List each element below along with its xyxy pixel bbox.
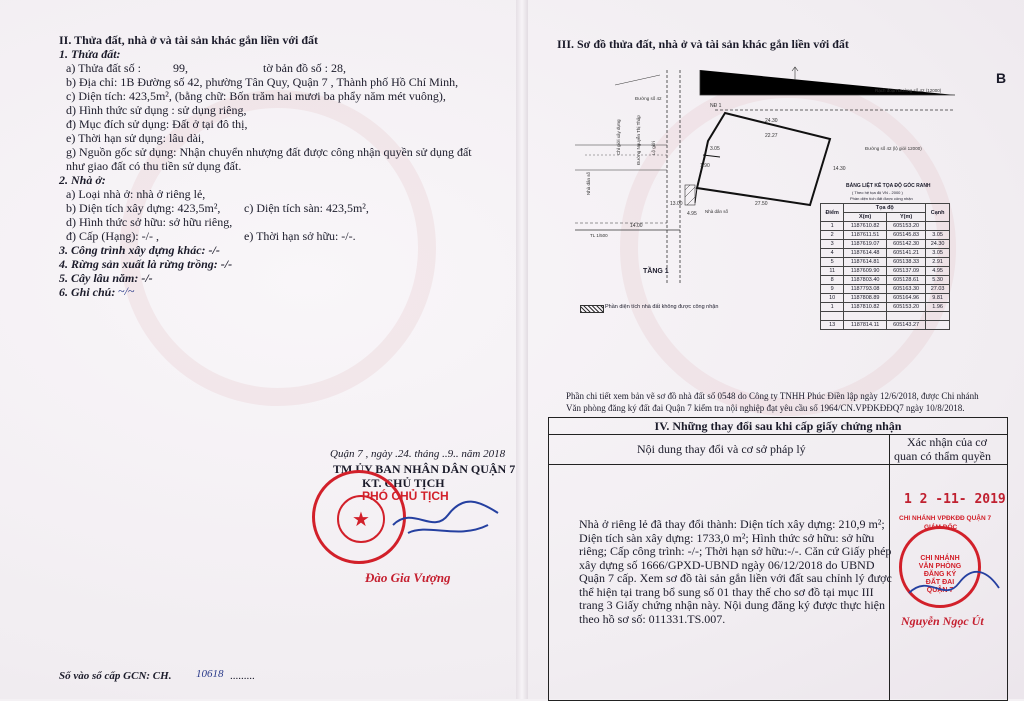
land-title: 1. Thửa đất: [59,47,121,61]
coord-row [821,267,950,276]
coord-cell [886,312,925,321]
coord-cell: 13 [821,321,844,330]
coord-cell: 2 [821,231,844,240]
coord-cell: 1 [821,222,844,231]
change-line: Quận 7 cấp. Xem sơ đồ tài sản gắn liền với đất sau chỉnh lý được [579,571,892,585]
coord-cell: 1187614.48 [844,249,887,258]
north-arrow-icon [792,67,798,80]
coord-table-title: BẢNG LIỆT KÊ TỌA ĐỘ GÓC RANH [846,183,931,189]
coord-header-group: Tọa độ [844,204,926,213]
dim-left1: 3.05 [710,146,720,152]
coord-cell: 1187793.08 [844,285,887,294]
coord-cell: 5.30 [926,276,950,285]
coord-cell: 5 [821,258,844,267]
coord-cell: 1187610.82 [844,222,887,231]
confirm-org-2: GIÁM ĐỐC [924,524,958,531]
dim-left2: 1.90 [700,163,710,169]
coord-row [821,312,950,321]
dim-right: 14.30 [833,166,846,172]
land-purpose: đ) Mục đích sử dụng: Đất ở tại đô thị, [66,117,248,131]
coord-cell: 1187614.81 [844,258,887,267]
nha-dan-1: Nhà dân số [586,171,591,195]
coord-cell [926,312,950,321]
section3-title: III. Sơ đồ thửa đất, nhà ở và tài sản khác gắn liền với đất [557,37,849,51]
nha-dan-2: Nhà dân số [705,209,729,214]
coord-table [820,203,950,330]
page-mark: B [996,70,1007,86]
change-line: thể hiện tại trang bổ sung số 01 thay thế cho sơ đồ tại mục III [579,584,874,599]
coord-cell: 605153.20 [886,222,925,231]
road-bottom: Đường Nguyễn Thị Thập [636,115,641,165]
land-map-sheet: tờ bản đồ số : 28, [263,61,347,75]
coord-header-x: X(m) [844,213,887,222]
coord-row [821,240,950,249]
confirm-date: 1 2 -11- 2019 [904,492,1006,507]
coord-cell: 605145.83 [886,231,925,240]
coord-cell: 605128.61 [886,276,925,285]
coord-cell: 605138.33 [886,258,925,267]
coord-cell: 605164.96 [886,294,925,303]
section2-title: II. Thửa đất, nhà ở và tài sản khác gắn liền với đất [59,33,319,47]
legend-swatch [580,305,604,313]
coord-table-subtitle-2: Phần diện tích đất được công nhận [850,196,913,201]
coord-row [821,321,950,330]
road-top: Rạch đoạn Đường số 42 (12000) [875,88,942,93]
confirm-org-1: CHI NHÁNH VPĐKĐĐ QUẬN 7 [899,515,992,522]
note-line-1: Phần chi tiết xem bản vẽ sơ đồ nhà đất số 0548 do Công ty TNHH Phúc Điền lập ngày 12/6/2018, được Chi nhánh [566,391,979,401]
changes-col1-header: Nội dung thay đổi và cơ sở pháp lý [637,442,806,456]
legend-text: Phần diện tích nhà đất không được công nhận [605,304,719,310]
coord-cell: 605141.21 [886,249,925,258]
dim-small: 13.00 [670,201,683,207]
coord-cell: 1187814.11 [844,321,887,330]
dim-road: 14.00 [630,223,643,229]
coord-row [821,222,950,231]
coord-row [821,258,950,267]
coord-cell: 1187810.82 [844,303,887,312]
coord-cell: 2.91 [926,258,950,267]
chairman-title: KT. CHỦ TỊCH [362,476,445,490]
coord-cell [844,312,887,321]
house-ownership: d) Hình thức sở hữu: sở hữu riêng, [66,215,233,229]
coord-cell: 24.30 [926,240,950,249]
note-label: 6. Ghi chú: [59,285,116,299]
house-build-area: b) Diện tích xây dựng: 423,5m², [66,201,221,215]
scale-label: TL 1/500 [590,233,608,238]
other-construction: 3. Công trình xây dựng khác: -/- [59,243,220,257]
coord-row [821,276,950,285]
coord-header-edge: Cạnh [926,204,950,222]
change-line: trang 3 Giấy chứng nhận này. Nội dung đăng ký được thực hiện [579,598,886,612]
office-signer: Nguyễn Ngọc Út [901,614,984,628]
coord-table-subtitle: ( Theo hệ tọa độ VN - 2000 ) [852,190,903,195]
vice-chairman-title: PHÓ CHỦ TỊCH [362,489,449,503]
house-grade: đ) Cấp (Hạng): -/- , [66,229,159,243]
house-term: e) Thời hạn sở hữu: -/-. [244,229,356,243]
coord-cell: 1.96 [926,303,950,312]
note-value: ~/~ [118,284,135,298]
coord-header-y: Y(m) [886,213,925,222]
chairman-name: Đào Gia Vượng [365,570,451,585]
office-stamp-label: CHI NHÁNH VĂN PHÒNG ĐĂNG KÝ ĐẤT ĐAI QUẬN 7 [918,555,962,594]
coord-cell: 3.05 [926,231,950,240]
coord-cell: 1187619.07 [844,240,887,249]
floor-label: TẦNG 1 [643,268,669,275]
changes-col2-header-1: Xác nhận của cơ [907,435,987,449]
change-line: riêng; Cấp công trình: -/-; Thời hạn sở hữu:-/-. Căn cứ Giấy phép [579,544,892,558]
land-term: e) Thời hạn sử dụng: lâu dài, [66,131,205,145]
dim-top: 24.30 [765,118,778,124]
coord-cell: 605163.30 [886,285,925,294]
coord-cell: 1187611.51 [844,231,887,240]
coord-cell: 605153.20 [886,303,925,312]
coord-cell: 8 [821,276,844,285]
changes-title: IV. Những thay đổi sau khi cấp giấy chứng nhận [549,418,1007,435]
committee-title: TM.ỦY BAN NHÂN DÂN QUẬN 7 [333,462,516,476]
dim-mid: 22.27 [765,133,778,139]
coord-row [821,231,950,240]
change-line: Nhà ở riêng lẻ đã thay đổi thành: Diện tích xây dựng: 210,9 m²; [579,517,885,531]
coord-row [821,303,950,312]
land-origin-1: g) Nguồn gốc sử dụng: Nhận chuyển nhượng đất được công nhận quyền sử dụng đất [66,145,472,159]
land-usage-form: d) Hình thức sử dụng : sử dụng riêng, [66,103,247,117]
page-fold [516,0,528,699]
land-area: c) Diện tích: 423,5m², (bằng chữ: Bốn trăm hai mươi ba phẩy năm mét vuông), [66,89,446,103]
coord-cell: 3.05 [926,249,950,258]
coord-cell: 3 [821,240,844,249]
coord-cell: 27.03 [926,285,950,294]
chi-gioi-1: Chỉ giới xây dựng [616,119,621,155]
change-line: theo hồ sơ số: 011331.TS.007. [579,611,726,626]
issue-date: Quận 7 , ngày .24. tháng ..9.. năm 2018 [330,448,506,460]
change-line: xây dựng số 1666/GPXD-UBND ngày 06/12/2018 do UBND [579,557,875,572]
coord-cell: 1 [821,303,844,312]
coord-cell: 605137.09 [886,267,925,276]
land-origin-2: như giao đất có thu tiền sử dụng đất. [66,159,242,173]
perennial-trees: 5. Cây lâu năm: -/- [59,271,153,285]
gcn-value: 10618 [196,668,224,680]
house-floor-area: c) Diện tích sàn: 423,5m², [244,201,369,215]
changes-col2-header-2: quan có thẩm quyền [894,449,991,463]
coord-cell: 9.81 [926,294,950,303]
coord-cell [926,321,950,330]
coord-row [821,285,950,294]
land-parcel-label: a) Thửa đất số : [66,61,141,75]
coord-row [821,249,950,258]
coord-cell: 605143.27 [886,321,925,330]
gcn-label: Số vào sổ cấp GCN: CH. [59,670,172,682]
coord-header-point: Điểm [821,204,844,222]
coord-row [821,294,950,303]
star-emblem-icon: ★ [337,495,385,543]
chi-gioi-2: Lộ giới [651,141,656,155]
coord-cell: 10 [821,294,844,303]
coord-cell: 11 [821,267,844,276]
coord-cell: 9 [821,285,844,294]
changes-table [548,417,1008,701]
gcn-dots: ......... [230,670,255,682]
land-parcel-value: 99, [173,61,188,75]
coord-cell: 605142.30 [886,240,925,249]
coord-cell: 1187609.90 [844,267,887,276]
office-signature [904,568,1004,608]
point-label: NĐ 1 [710,103,722,109]
coord-cell: 1187803.40 [844,276,887,285]
house-title: 2. Nhà ở: [59,173,106,187]
change-line: Diện tích sàn xây dựng: 1733,0 m²; Hình thức sở hữu: sở hữu [579,530,875,545]
planted-forest: 4. Rừng sản xuất là rừng trồng: -/- [59,257,233,271]
coord-cell: 4 [821,249,844,258]
dim-left3: 4.95 [687,211,697,217]
road-right: Đường số 42 (lộ giới 12000) [865,146,922,151]
change-content [579,518,892,626]
note-line-2: Văn phòng đăng ký đất đai Quận 7 kiểm tra nội nghiệp đạt yêu cầu số 1964/CN.VPĐKĐĐQ7 ngày 10/8/2018. [566,403,965,413]
coord-cell [821,312,844,321]
dim-bottom: 27.50 [755,201,768,207]
chairman-signature [388,495,508,545]
coord-cell: 4.95 [926,267,950,276]
house-type: a) Loại nhà ở: nhà ở riêng lẻ, [66,187,206,201]
land-address: b) Địa chỉ: 1B Đường số 42, phường Tân Quy, Quận 7 , Thành phố Hồ Chí Minh, [66,75,459,89]
coord-cell [926,222,950,231]
coord-cell: 1187808.89 [844,294,887,303]
duong-so: Đường số 42 [635,96,662,101]
